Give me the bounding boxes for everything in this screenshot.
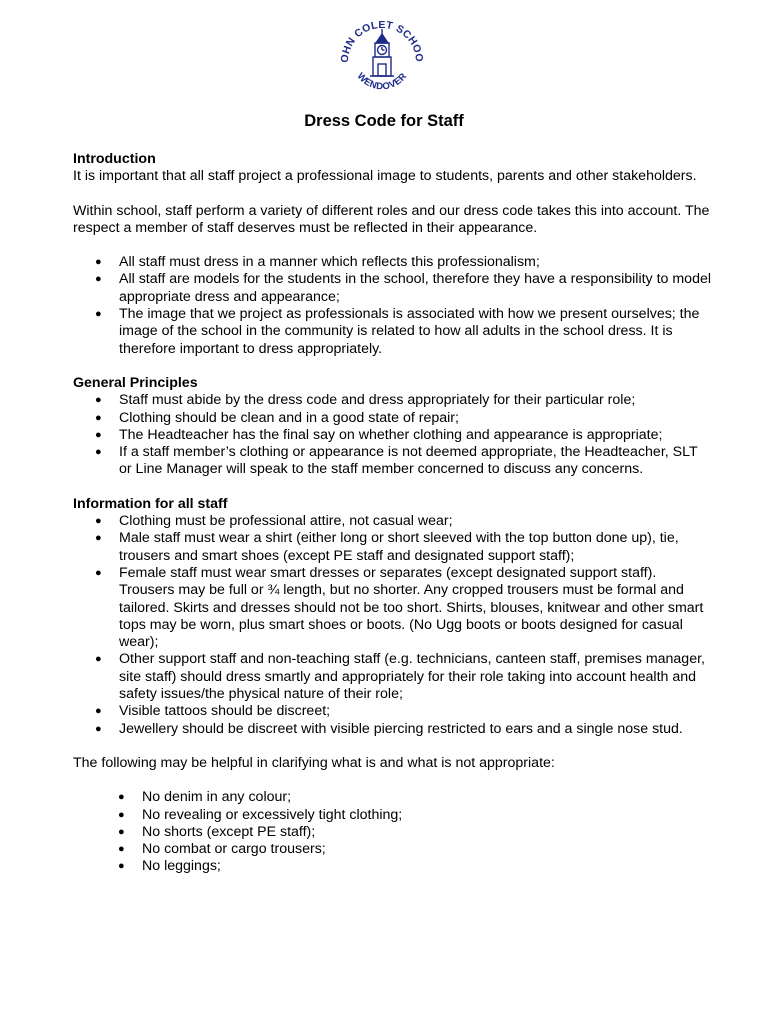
logo-top-text: OHN COLET SCHOO [338,19,426,64]
list-item: ● Jewellery should be discreet with visible piercing restricted to ears and a single nose stud. [73,721,713,738]
list-item: ● No shorts (except PE staff); [73,824,713,841]
list-item: ● All staff must dress in a manner which reflects this professionalism; [73,254,713,271]
list-item: ● No combat or cargo trousers; [73,841,713,858]
clock-tower-icon [370,29,394,76]
list-item: ● All staff are models for the students in the school, therefore they have a responsibility to model appropriate dress and appearance; [73,271,713,306]
general-principles-heading: General Principles [73,374,198,391]
introduction-list [73,254,713,358]
information-all-staff-list [73,513,713,738]
list-item: ● No revealing or excessively tight clothing; [73,807,713,824]
list-item: ● Male staff must wear a shirt (either long or short sleeved with the top button done up), tie, trousers and smart shoes (except PE staff and designated support staff); [73,530,713,565]
school-crest-icon [334,12,430,98]
clarifying-intro: The following may be helpful in clarifying what is and what is not appropriate: [73,754,555,771]
introduction-paragraph-2: Within school, staff perform a variety of different roles and our dress code takes this into account. The respect a member of staff deserves must be reflected in their appearance. [73,202,710,236]
general-principles-list [73,392,713,478]
clarifying-list [73,789,713,875]
page-title: Dress Code for Staff [304,112,464,130]
school-logo [334,12,430,98]
information-all-staff-heading: Information for all staff [73,495,228,512]
list-item: ● The Headteacher has the final say on whether clothing and appearance is appropriate; [73,427,713,444]
list-item: ● Female staff must wear smart dresses or separates (except designated support staff). Trousers may be full or ¾ length, but no shorter. Any cropped trousers must be formal and tailored. Skirts and dresses should not be too short. Shirts, blouses, knitwear and other smart tops may be worn, plus smart shoes or boots. (No Ugg boots or boots designed for casual wear); [73,565,713,651]
introduction-paragraph-1: It is important that all staff project a professional image to students, parents and other stakeholders. [73,168,697,185]
list-item: ● Staff must abide by the dress code and dress appropriately for their particular role; [73,392,713,409]
logo-bottom-text: WENDOVER [354,70,410,93]
introduction-heading: Introduction [73,151,156,167]
list-item: ● Other support staff and non-teaching staff (e.g. technicians, canteen staff, premises manager, site staff) should dress smartly and appropriately for their role taking into account health and safety issues/the physical nature of their role; [73,651,713,703]
document-body [73,151,713,876]
list-item: ● Clothing should be clean and in a good state of repair; [73,410,713,427]
list-item: ● No denim in any colour; [73,789,713,806]
list-item: ● Visible tattoos should be discreet; [73,703,713,720]
list-item: ● Clothing must be professional attire, not casual wear; [73,513,713,530]
list-item: ● No leggings; [73,858,713,875]
list-item: ● If a staff member’s clothing or appearance is not deemed appropriate, the Headteacher, SLT or Line Manager will speak to the staff member concerned to discuss any concerns. [73,444,713,479]
list-item: ● The image that we project as professionals is associated with how we present ourselves; the image of the school in the community is related to how all adults in the school dress. It is therefore important to dress appropriately. [73,306,713,358]
